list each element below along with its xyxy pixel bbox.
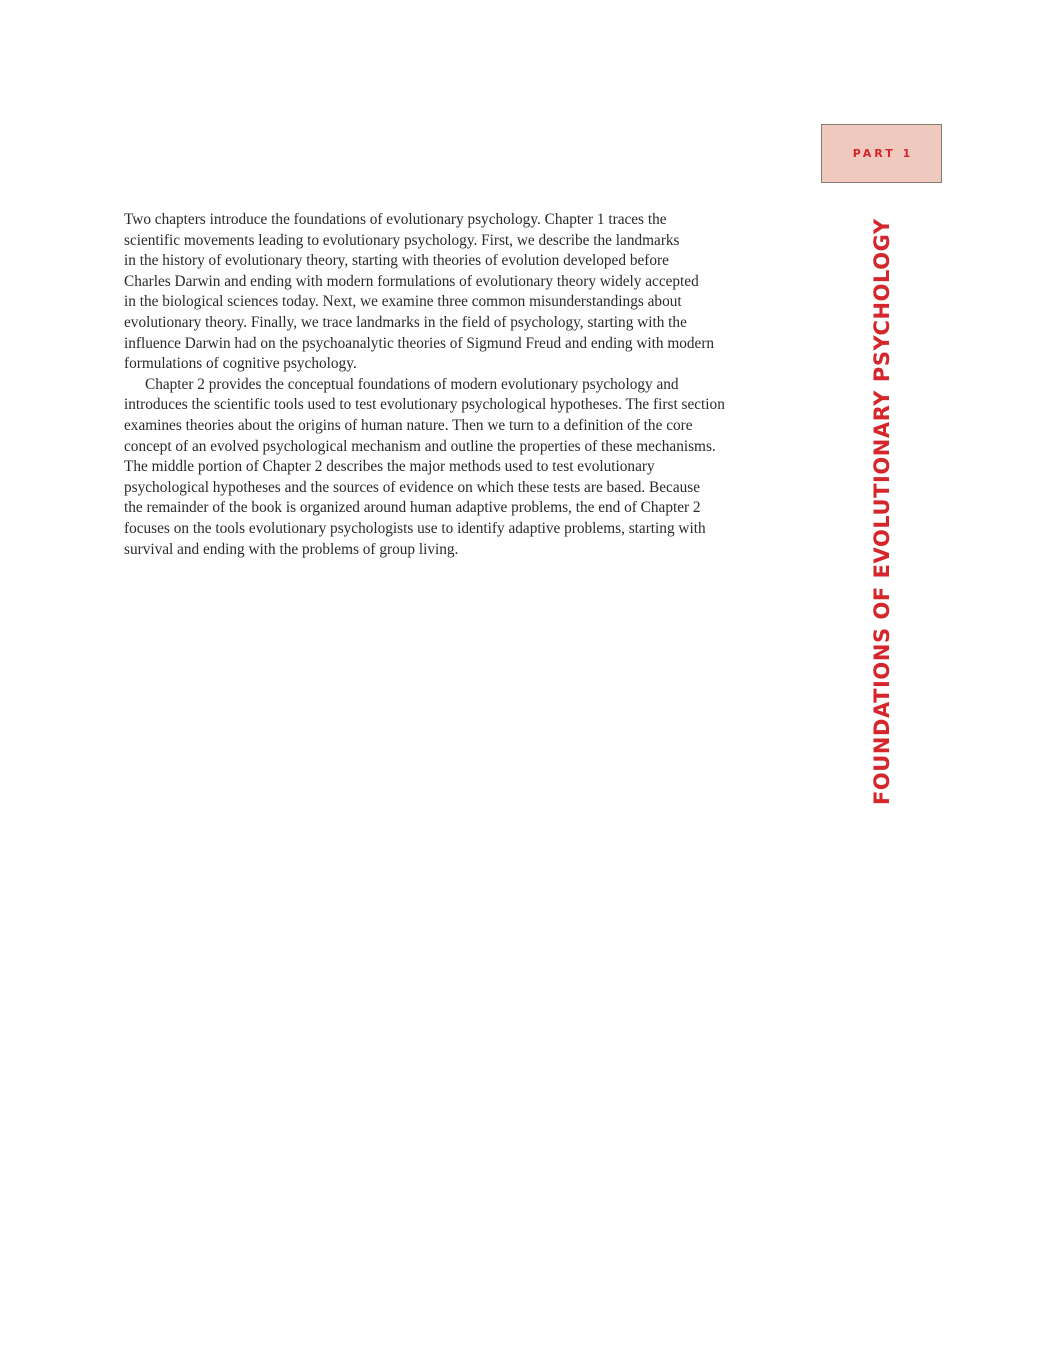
part-label-box xyxy=(821,124,942,183)
text-line: survival and ending with the problems of group living. xyxy=(124,540,459,558)
text-line: examines theories about the origins of human nature. Then we turn to a definition of the core xyxy=(124,416,693,434)
text-line: concept of an evolved psychological mechanism and outline the properties of these mechanisms. xyxy=(124,437,716,455)
text-line: Charles Darwin and ending with modern formulations of evolutionary theory widely accepted xyxy=(124,272,699,290)
body-text xyxy=(124,210,780,560)
paragraph-1 xyxy=(124,210,780,375)
paragraph-2 xyxy=(124,375,780,560)
part-label: PART 1 xyxy=(852,147,914,160)
text-line: in the history of evolutionary theory, starting with theories of evolution developed before xyxy=(124,252,669,270)
text-line: Two chapters introduce the foundations of evolutionary psychology. Chapter 1 traces the xyxy=(124,211,667,228)
text-line: The middle portion of Chapter 2 describes the major methods used to test evolutionary xyxy=(124,458,655,476)
text-line: evolutionary theory. Finally, we trace landmarks in the field of psychology, starting with the xyxy=(124,313,687,331)
text-line: formulations of cognitive psychology. xyxy=(124,355,357,373)
text-line: influence Darwin had on the psychoanalytic theories of Sigmund Freud and ending with modern xyxy=(124,334,715,352)
text-line: the remainder of the book is organized around human adaptive problems, the end of Chapter 2 xyxy=(124,499,701,517)
text-line: in the biological sciences today. Next, we examine three common misunderstandings about xyxy=(124,293,682,311)
text-line: psychological hypotheses and the sources of evidence on which these tests are based. Because xyxy=(124,478,700,496)
text-line: introduces the scientific tools used to test evolutionary psychological hypotheses. The first section xyxy=(124,396,725,414)
text-line: focuses on the tools evolutionary psychologists use to identify adaptive problems, starting with xyxy=(124,519,706,537)
text-line: Chapter 2 provides the conceptual foundations of modern evolutionary psychology and xyxy=(145,375,679,393)
text-line: scientific movements leading to evolutionary psychology. First, we describe the landmarks xyxy=(124,231,680,249)
section-title: FOUNDATIONS OF EVOLUTIONARY PSYCHOLOGY xyxy=(870,218,894,805)
